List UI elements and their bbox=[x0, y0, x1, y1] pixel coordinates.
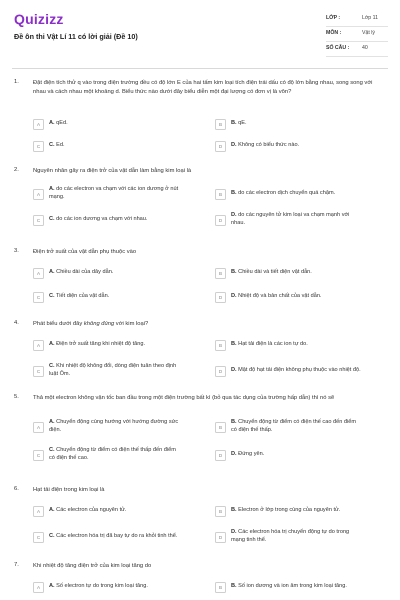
option-b[interactable] bbox=[215, 420, 363, 434]
option-text: A. qEd. bbox=[49, 120, 68, 127]
option-b[interactable] bbox=[215, 266, 363, 280]
question-text: Khi nhiệt độ tăng điện trở của kim loại tăng do bbox=[33, 563, 152, 569]
option-text: A. do các electron va chạm với các ion dương ở nút mạng. bbox=[49, 186, 179, 200]
meta-label: MÔN : bbox=[326, 30, 342, 36]
question-text: Phát biểu dưới đây không đúng với kim loại? bbox=[33, 321, 149, 327]
option-d[interactable] bbox=[215, 290, 363, 304]
question-text: Thả một electron không vận tốc ban đầu trong một điện trường bất kì (bỏ qua tác dụng của trường hấp dẫn) thì nó sẽ bbox=[33, 395, 335, 401]
option-text: C. Tiết diện của vật dẫn. bbox=[49, 293, 110, 300]
option-box[interactable]: B bbox=[215, 268, 226, 279]
option-b[interactable] bbox=[215, 117, 363, 131]
option-text: D. Không có biểu thức nào. bbox=[231, 142, 300, 149]
option-c[interactable] bbox=[33, 290, 181, 304]
option-a[interactable] bbox=[33, 504, 181, 518]
option-box[interactable]: B bbox=[215, 119, 226, 130]
option-text: A. Các electron của nguyên tử. bbox=[49, 507, 127, 514]
option-d[interactable] bbox=[215, 530, 363, 544]
option-text: B. Hạt tải điện là các ion tự do. bbox=[231, 341, 308, 348]
question-number: 2. bbox=[14, 167, 19, 173]
question-number: 4. bbox=[14, 320, 19, 326]
option-a[interactable] bbox=[33, 187, 181, 201]
question-number: 3. bbox=[14, 248, 19, 254]
option-box[interactable]: B bbox=[215, 506, 226, 517]
option-box[interactable]: C bbox=[33, 532, 44, 543]
option-box[interactable]: C bbox=[33, 141, 44, 152]
question-number: 5. bbox=[14, 394, 19, 400]
option-box[interactable]: A bbox=[33, 582, 44, 593]
question-number: 7. bbox=[14, 562, 19, 568]
option-text: C. Khi nhiệt độ không đổi, dòng điện tuân theo định luật Ôm. bbox=[49, 363, 177, 377]
option-box[interactable]: D bbox=[215, 450, 226, 461]
option-box[interactable]: D bbox=[215, 366, 226, 377]
option-text: A. Chuyển động cùng hướng với hướng đường sức điện. bbox=[49, 419, 179, 433]
option-b[interactable] bbox=[215, 580, 363, 594]
option-a[interactable] bbox=[33, 580, 181, 594]
option-text: B. qE. bbox=[231, 120, 247, 127]
option-text: A. Chiều dài của dây dẫn. bbox=[49, 269, 114, 276]
option-c[interactable] bbox=[33, 364, 181, 378]
option-box[interactable]: D bbox=[215, 215, 226, 226]
option-b[interactable] bbox=[215, 504, 363, 518]
question-text: Hạt tải điện trong kim loại là bbox=[33, 487, 105, 493]
meta-value: Lớp 11 bbox=[362, 15, 378, 21]
option-c[interactable] bbox=[33, 213, 181, 227]
meta-row-subject bbox=[326, 27, 388, 42]
option-text: B. Chiều dài và tiết diện vật dẫn. bbox=[231, 269, 312, 276]
option-box[interactable]: B bbox=[215, 422, 226, 433]
option-text: B. do các electron dịch chuyển quá chậm. bbox=[231, 190, 336, 197]
option-box[interactable]: C bbox=[33, 292, 44, 303]
option-box[interactable]: A bbox=[33, 119, 44, 130]
question-number: 6. bbox=[14, 486, 19, 492]
option-d[interactable] bbox=[215, 364, 363, 378]
document-title: Đề ôn thi Vật Lí 11 có lời giải (Đề 10) bbox=[14, 32, 138, 41]
option-text: B. Electron ở lớp trong cùng của nguyên tử. bbox=[231, 507, 341, 514]
option-text: A. Điện trở suất tăng khi nhiệt độ tăng. bbox=[49, 341, 146, 348]
option-text: D. do các nguyên tử kim loại va chạm mạnh với nhau. bbox=[231, 212, 350, 226]
option-c[interactable] bbox=[33, 530, 181, 544]
option-box[interactable]: B bbox=[215, 340, 226, 351]
question-text: Nguyên nhân gây ra điện trở của vật dẫn làm bằng kim loại là bbox=[33, 168, 192, 174]
option-b[interactable] bbox=[215, 187, 363, 201]
option-a[interactable] bbox=[33, 266, 181, 280]
option-text: D. Nhiệt độ và bản chất của vật dẫn. bbox=[231, 293, 322, 300]
meta-label: LỚP : bbox=[326, 15, 341, 21]
option-text: C. Các electron hóa trị đã bay tự do ra khỏi tinh thể. bbox=[49, 533, 178, 540]
meta-row-class bbox=[326, 12, 388, 27]
option-a[interactable] bbox=[33, 338, 181, 352]
option-box[interactable]: A bbox=[33, 189, 44, 200]
meta-value: Vật lý bbox=[362, 30, 375, 36]
option-box[interactable]: D bbox=[215, 141, 226, 152]
option-box[interactable]: A bbox=[33, 340, 44, 351]
worksheet-header bbox=[0, 0, 400, 64]
option-text: D. Đứng yên. bbox=[231, 451, 265, 458]
option-a[interactable] bbox=[33, 117, 181, 131]
option-text: B. Chuyển động từ điểm có điện thế cao đến điểm có điện thế thấp. bbox=[231, 419, 357, 433]
meta-value: 40 bbox=[362, 45, 368, 51]
option-b[interactable] bbox=[215, 338, 363, 352]
option-c[interactable] bbox=[33, 448, 181, 462]
option-box[interactable]: A bbox=[33, 506, 44, 517]
question-text: Đặt điện tích thử q vào trong điện trường đều có độ lớn E của hai tấm kim loại tích điện trái dấu có độ lớn bằng nhau, song song với nhau và cách nhau một khoảng d. Biểu thức nào dưới đây biểu diễn một đại lượng có đơn vị là vôn? bbox=[33, 80, 373, 95]
option-a[interactable] bbox=[33, 420, 181, 434]
option-c[interactable] bbox=[33, 139, 181, 153]
quizizz-logo[interactable]: Quizizz bbox=[14, 11, 64, 27]
option-text: A. Số electron tự do trong kim loại tăng. bbox=[49, 583, 148, 590]
option-text: C. Ed. bbox=[49, 142, 65, 149]
option-text: D. Mật độ hạt tải điện không phụ thuộc vào nhiệt độ. bbox=[231, 367, 361, 374]
question-number: 1. bbox=[14, 79, 19, 85]
option-text: C. do các ion dương va chạm với nhau. bbox=[49, 216, 148, 223]
option-box[interactable]: B bbox=[215, 189, 226, 200]
meta-row-question-count bbox=[326, 42, 388, 57]
option-box[interactable]: C bbox=[33, 366, 44, 377]
option-d[interactable] bbox=[215, 213, 363, 227]
meta-info bbox=[326, 12, 388, 57]
option-box[interactable]: B bbox=[215, 582, 226, 593]
option-box[interactable]: A bbox=[33, 422, 44, 433]
meta-label: SỐ CÂU : bbox=[326, 45, 350, 51]
option-box[interactable]: D bbox=[215, 292, 226, 303]
option-box[interactable]: A bbox=[33, 268, 44, 279]
option-text: B. Số ion dương và ion âm trong kim loại tăng. bbox=[231, 583, 347, 590]
header-divider bbox=[12, 68, 388, 69]
option-box[interactable]: C bbox=[33, 215, 44, 226]
option-d[interactable] bbox=[215, 448, 363, 462]
option-d[interactable] bbox=[215, 139, 363, 153]
option-box[interactable]: D bbox=[215, 532, 226, 543]
question-text: Điện trở suất của vật dẫn phụ thuộc vào bbox=[33, 249, 137, 255]
option-box[interactable]: C bbox=[33, 450, 44, 461]
option-text: C. Chuyển động từ điểm có điện thế thấp đến điểm có điện thế cao. bbox=[49, 447, 176, 461]
option-text: D. Các electron hóa trị chuyển động tự do trong mạng tinh thể. bbox=[231, 529, 350, 543]
